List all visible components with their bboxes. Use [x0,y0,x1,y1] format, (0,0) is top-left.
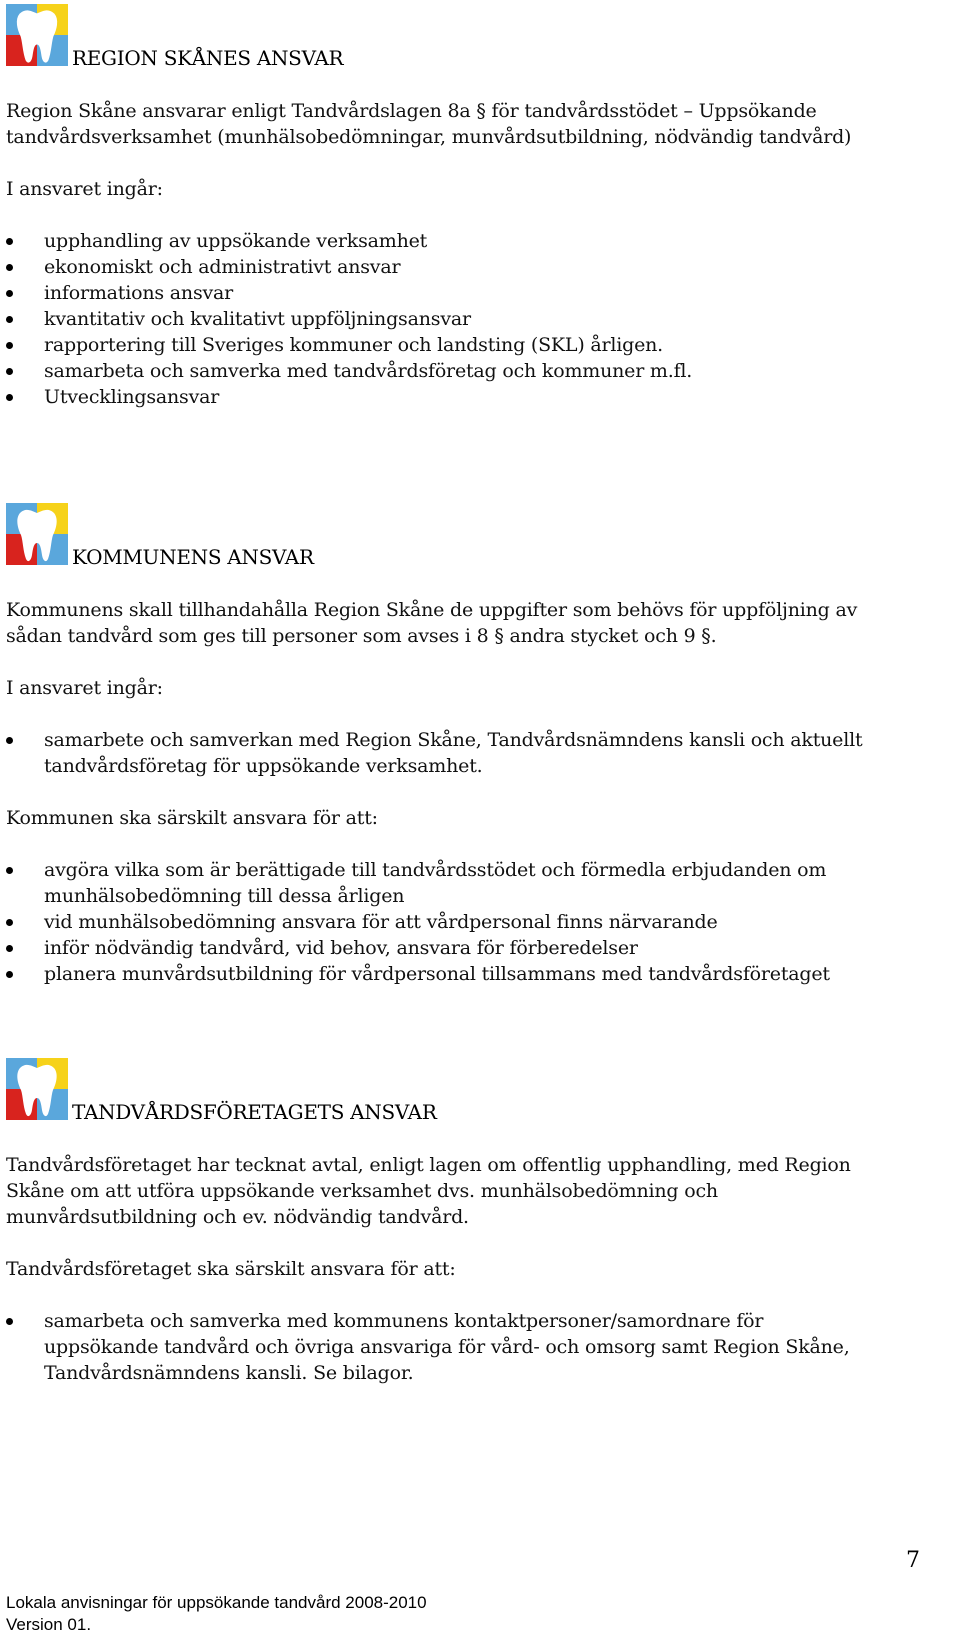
list-item: vid munhälsobedömning ansvara för att vårdpersonal finns närvarande [6,909,886,935]
tooth-icon [6,503,68,565]
page-number: 7 [906,1548,920,1573]
list-label: I ansvaret ingår: [6,677,163,699]
list-item: inför nödvändig tandvård, vid behov, ansvara för förberedelser [6,935,886,961]
list-item: ekonomiskt och administrativt ansvar [6,254,906,280]
tooth-icon [6,4,68,66]
list-item: samarbete och samverkan med Region Skåne, Tandvårdsnämndens kansli och aktuellt tandvårdsföretag för uppsökande verksamhet. [6,727,876,779]
section-intro: Kommunens skall tillhandahålla Region Skåne de uppgifter som behövs för uppföljning av sådan tandvård som ges till personer som avses i 8 § andra stycket och 9 §. [6,599,858,647]
bullet-list [6,228,906,410]
list-item: avgöra vilka som är berättigade till tandvårdsstödet och förmedla erbjudanden om munhälsobedömning till dessa årligen [6,857,886,909]
footer-version: Version 01. [6,1615,92,1634]
section-region [6,4,906,410]
section-kommun [6,503,906,987]
section-foretag [6,1058,906,1386]
section-intro: Region Skåne ansvarar enligt Tandvårdslagen 8a § för tandvårdsstödet – Uppsökande tandvårdsverksamhet (munhälsobedömningar, munvårdsutbildning, nödvändig tandvård) [6,100,852,148]
section-intro: Tandvårdsföretaget har tecknat avtal, enligt lagen om offentlig upphandling, med Region Skåne om att utföra uppsökande verksamhet dvs. munhälsobedömning och munvårdsutbildning och ev. nödvändig tandvård. [6,1154,851,1228]
list-item: informations ansvar [6,280,906,306]
tooth-icon [6,1058,68,1120]
section-heading: TANDVÅRDSFÖRETAGETS ANSVAR [72,1100,437,1124]
section-heading-row [6,4,906,70]
list-label: I ansvaret ingår: [6,178,163,200]
list-item: samarbeta och samverka med tandvårdsföretag och kommuner m.fl. [6,358,906,384]
bullet-list [6,857,886,987]
section-heading: REGION SKÅNES ANSVAR [72,46,344,70]
list-item: samarbeta och samverka med kommunens kontaktpersoner/samordnare för uppsökande tandvård och övriga ansvariga för vård- och omsorg samt Region Skåne, Tandvårdsnämndens kansli. Se bilagor. [6,1308,866,1386]
list-label: Kommunen ska särskilt ansvara för att: [6,807,378,829]
section-heading-row [6,1058,906,1124]
bullet-list [6,1308,866,1386]
list-item: Utvecklingsansvar [6,384,906,410]
footer [6,1592,427,1636]
section-heading: KOMMUNENS ANSVAR [72,545,314,569]
section-heading-row [6,503,906,569]
list-item: kvantitativ och kvalitativt uppföljningsansvar [6,306,906,332]
list-item: upphandling av uppsökande verksamhet [6,228,906,254]
list-label: Tandvårdsföretaget ska särskilt ansvara för att: [6,1258,456,1280]
bullet-list [6,727,876,779]
footer-title: Lokala anvisningar för uppsökande tandvård 2008-2010 [6,1593,427,1612]
list-item: rapportering till Sveriges kommuner och landsting (SKL) årligen. [6,332,906,358]
list-item: planera munvårdsutbildning för vårdpersonal tillsammans med tandvårdsföretaget [6,961,886,987]
